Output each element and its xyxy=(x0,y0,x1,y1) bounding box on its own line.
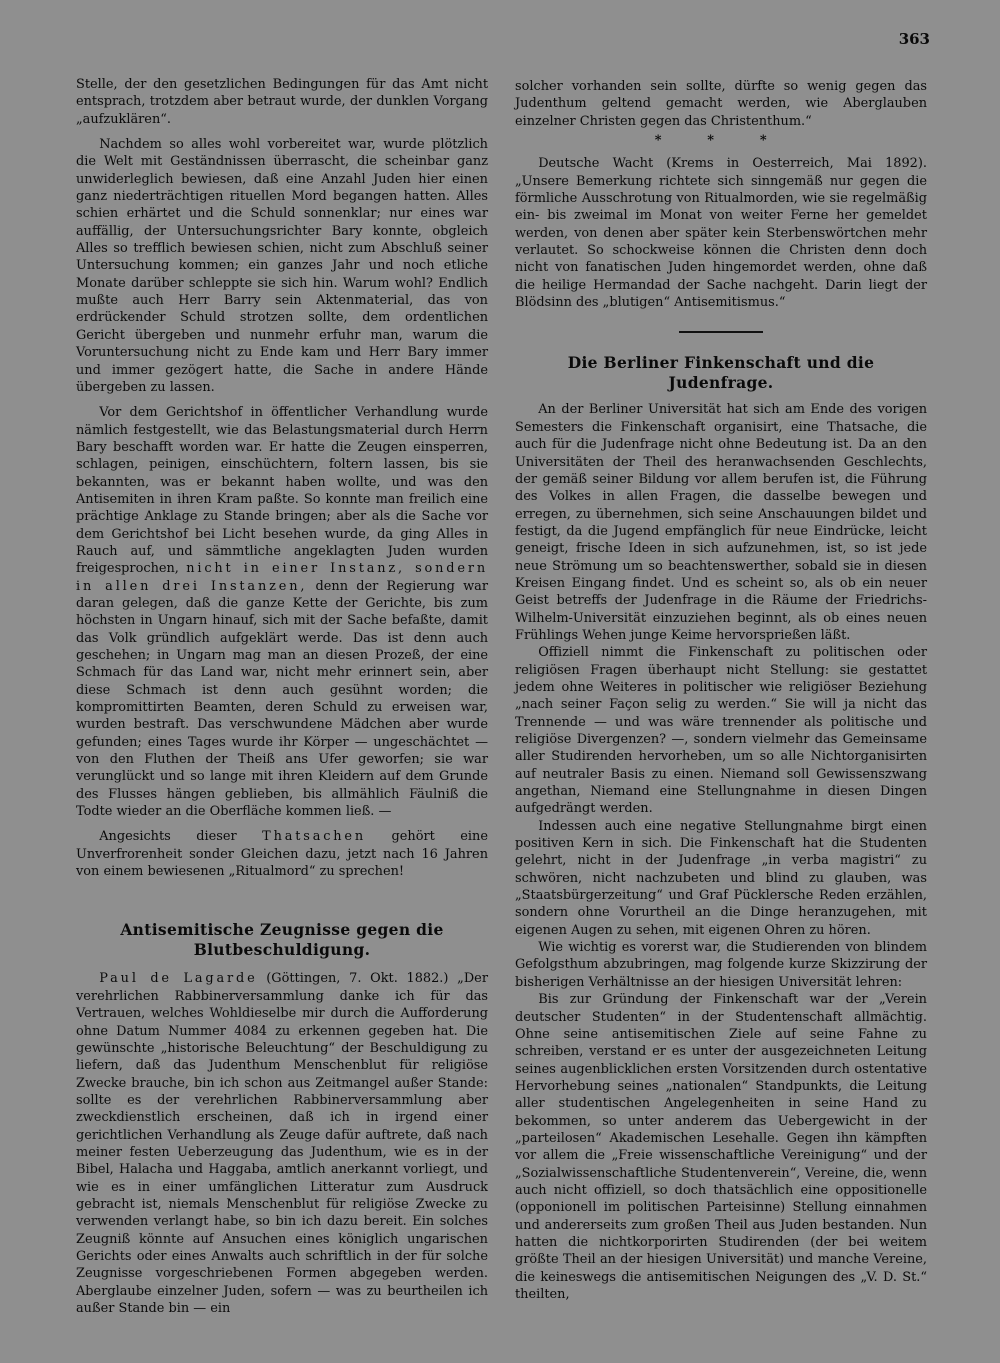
paragraph: An der Berliner Universität hat sich am Ende des vorigen Semesters die Finkenschaft organisirt, eine Thatsache, die auch für die Judenfrage nicht ohne Bedeutung ist. Da an den Universitäten der Theil des heranwachsenden Geschlechts, der gemäß seiner Bildung vor allem berufen ist, die Führung des Volkes in allen Fragen, die dasselbe bewegen und erregen, zu übernehmen, sich seine Anschauungen bildet und festigt, da die Jugend empfänglich für neue Eindrücke, leicht geneigt, frische Ideen in sich aufzunehmen, ist, so ist jede neue Strömung um so beachtenswerther, sobald sie in diesen Kreisen Eingang findet. Und es scheint so, als ob ein neuer Geist betreffs der Judenfrage in die Räume der Friedrichs-Wilhelm-Universität einzuziehen beginnt, als ob eines neuen Frühlings Wehen junge Keime hervorsprießen läßt. xyxy=(515,402,927,643)
paragraph: Offiziell nimmt die Finkenschaft zu politischen oder religiösen Fragen überhaupt nicht Stellung: sie gestattet jedem ohne Weiteres in politischer wie religiöser Beziehung „nach seiner Façon selig zu werden.“ Sie will ja nicht das Trennende — und was wäre trennender als politische und religiöse Divergenzen? —, sondern vielmehr das Gemeinsame aller Studirenden hervorheben, um so alle Nichtorganisirten auf neutraler Basis zu einen. Niemand soll Gewissenszwang angethan, Niemand eine Stellungnahme in diesen Dingen aufgedrängt werden. xyxy=(515,645,927,817)
paragraph-text: gehört eine Unverfrorenheit sonder Gleichen dazu, jetzt nach 16 Jahren von einem bewiesenen „Ritualmord“ zu sprechen! xyxy=(76,829,488,880)
left-column xyxy=(76,76,488,1317)
section-heading: Die Berliner Finkenschaft und die Judenfrage. xyxy=(567,353,875,393)
paragraph-text: Vor dem Gerichtshof in öffentlicher Verhandlung wurde nämlich festgestellt, wie das Belastungsmaterial durch Herrn Bary beschafft worden war. Er hatte die Zeugen einsperren, schlagen, peinigen, einschüchtern, foltern lassen, bis sie bekannten, was er bekannt haben wollte, und was den Antisemiten in ihren Kram paßte. So konnte man freilich eine prächtige Anklage zu Stande bringen; aber als die Sache vor dem Gerichtshof bei Licht besehen wurde, da ging Alles in Rauch auf, und sämmtliche angeklagten Juden wurden freigesprochen, xyxy=(76,405,488,577)
page-number: 363 xyxy=(898,30,930,48)
paragraph-text: denn der Regierung war daran gelegen, daß die ganze Kette der Gerichte, bis zum höchsten in Ungarn hinauf, sich mit der Sache befaßte, damit das Volk gründlich aufgeklärt werde. Das ist denn auch geschehen; in Ungarn mag man an diesen Prozeß, der eine Schmach für das Land war, nicht mehr erinnert sein, aber diese Schmach ist denn auch gesühnt worden; die kompromittirten Beamten, deren Schuld zu erweisen war, wurden bestraft. Das verschwundene Mädchen aber wurde gefunden; eines Tages wurde ihr Körper — ungeschächtet — von den Fluthen der Theiß ans Ufer geworfen; sie war verunglückt und so lange mit ihren Kleidern auf dem Grunde des Flusses hängen geblieben, bis allmählich Fäulniß die Todte wieder an die Oberfläche kommen ließ. — xyxy=(76,578,489,820)
quotation-text: „Der verehrlichen Rabbinerversammlung danke ich für das Vertrauen, welches Wohldieselbe mir durch die Aufforderung ohne Datum Nummer 4084 zu erkennen gegeben hat. Die gewünschte „historische Beleuchtung“ der Beschuldigung zu liefern, daß das Judenthum Menschenblut für religiöse Zwecke brauche, bin ich schon aus Zeitmangel außer Stande: sollte es der verehrlichen Rabbinerversammlung aber zweckdienstlich erscheinen, daß ich in irgend einer gerichtlichen Verhandlung als Zeuge dafür auftrete, daß nach meiner festen Ueberzeugung das Judenthum, wie es in der Bibel, Halacha und Haggaba, amtlich anerkannt vorliegt, und wie es in einer umfänglichen Litteratur zum Ausdruck gebracht ist, niemals Menschenblut für religiöse Zwecke zu verwenden verlangt habe, so bin ich dazu bereit. Ein solches Zeugniß könnte auf Ansuchen eines königlich ungarischen Gerichts oder eines Anwalts auch schriftlich in der für solche Zeugnisse vorgeschriebenen Formen abgegeben werden. Aberglaube einzelner Juden, sofern — was zu beurtheilen ich außer Stande bin — ein xyxy=(76,971,488,1316)
section-divider xyxy=(679,331,763,333)
right-column xyxy=(515,78,927,1303)
section-heading: Antisemitische Zeugnisse gegen die Blutbeschuldigung. xyxy=(120,920,444,960)
author-name: Paul de Lagarde xyxy=(99,971,258,987)
section-separator-stars: * * * xyxy=(654,133,788,149)
spaced-emphasis: nicht in einer Instanz, sondern in allen drei Instanzen, xyxy=(76,561,488,594)
paragraph xyxy=(76,404,488,820)
paragraph: solcher vorhanden sein sollte, dürfte so wenig gegen das Judenthum geltend gemacht werden, wie Aberglauben einzelner Christen gegen das Christenthum.“ xyxy=(515,79,927,129)
source-date: (Göttingen, 7. Okt. 1882.) xyxy=(266,971,449,987)
paragraph-text: Angesichts dieser xyxy=(99,829,237,845)
paragraph xyxy=(76,828,488,880)
paragraph xyxy=(76,970,488,1317)
paragraph: Nachdem so alles wohl vorbereitet war, wurde plötzlich die Welt mit Geständnissen überrascht, die scheinbar ganz unwiderleglich bewiesen, daß eine Anzahl Juden hier einen ganz niederträchtigen rituellen Mord begangen hatten. Alles schien erhärtet und die Schuld sonnenklar; nur eines war auffällig, der Untersuchungsrichter Bary konnte, obgleich Alles so trefflich bewiesen schien, nicht zum Abschluß seiner Untersuchung kommen; ein ganzes Jahr und noch etliche Monate darüber schleppte sie sich hin. Warum wohl? Endlich mußte auch Herr Barry sein Aktenmaterial, das von erdrückender Schuld strotzen sollte, dem ordentlichen Gericht übergeben und nunmehr erfuhr man, warum die Voruntersuchung nicht zu Ende kam und Herr Bary immer und immer gezögert hatte, die Sache in andere Hände übergeben zu lassen. xyxy=(76,137,488,395)
paragraph: Indessen auch eine negative Stellungnahme birgt einen positiven Kern in sich. Die Finkenschaft hat die Studenten gelehrt, nicht in der Judenfrage „in verba magistri“ zu schwören, nicht nachzubeten und blind zu glauben, was „Staatsbürgerzeitung“ und Graf Pücklersche Reden erzählen, sondern ohne Vorurtheil an die Dinge heranzugehen, mit eigenen Augen zu sehen, mit eigenen Ohren zu hören. xyxy=(515,818,927,938)
paragraph: Wie wichtig es vorerst war, die Studierenden von blindem Gefolgsthum abzubringen, mag folgende kurze Skizzirung der bisherigen Verhältnisse an der hiesigen Universität lehren: xyxy=(515,940,927,990)
spaced-emphasis: Thatsachen xyxy=(262,829,367,845)
paragraph: Bis zur Gründung der Finkenschaft war der „Verein deutscher Studenten“ in der Studentenschaft allmächtig. Ohne seine antisemitischen Ziele auf seine Fahne zu schreiben, verstand er es unter der ausgezeichneten Leitung seines augenblicklichen ersten Vorsitzenden durch ostentative Hervorhebung seines „nationalen“ Standpunkts, die Leitung aller studentischen Angelegenheiten in seine Hand zu bekommen, so unter anderem das Uebergewicht in der „parteilosen“ Akademischen Lesehalle. Gegen ihn kämpften vor allem die „Freie wissenschaftliche Vereinigung“ und der „Sozialwissenschaftliche Studentenverein“, Vereine, die, wenn auch nicht offiziell, so doch thatsächlich eine oppositionelle (opponionell im politischen Parteisinne) Stellung einnahmen und andererseits zum großen Theil aus Juden bestanden. Nun hatten die nichtkorporirten Studirenden (der bei weitem größte Theil an der hiesigen Universität) und manche Vereine, die keineswegs die antisemitischen Neigungen des „V. D. St.“ theilten, xyxy=(515,992,927,1302)
paragraph: Stelle, der den gesetzlichen Bedingungen für das Amt nicht entsprach, trotzdem aber betraut wurde, der dunklen Vorgang „aufzuklären“. xyxy=(76,77,488,127)
paragraph: Deutsche Wacht (Krems in Oesterreich, Mai 1892). „Unsere Bemerkung richtete sich sinngemäß nur gegen die förmliche Ausschrotung von Ritualmorden, wie sie regelmäßig ein- bis zweimal im Monat von weiter Ferne her gemeldet werden, von denen aber später kein Sterbenswörtchen mehr verlautet. So schockweise können die Christen denn doch nicht von fanatischen Juden hingemordet werden, ohne daß die heilige Hermandad der Sache nachgeht. Darin liegt der Blödsinn des „blutigen“ Antisemitismus.“ xyxy=(515,156,927,311)
